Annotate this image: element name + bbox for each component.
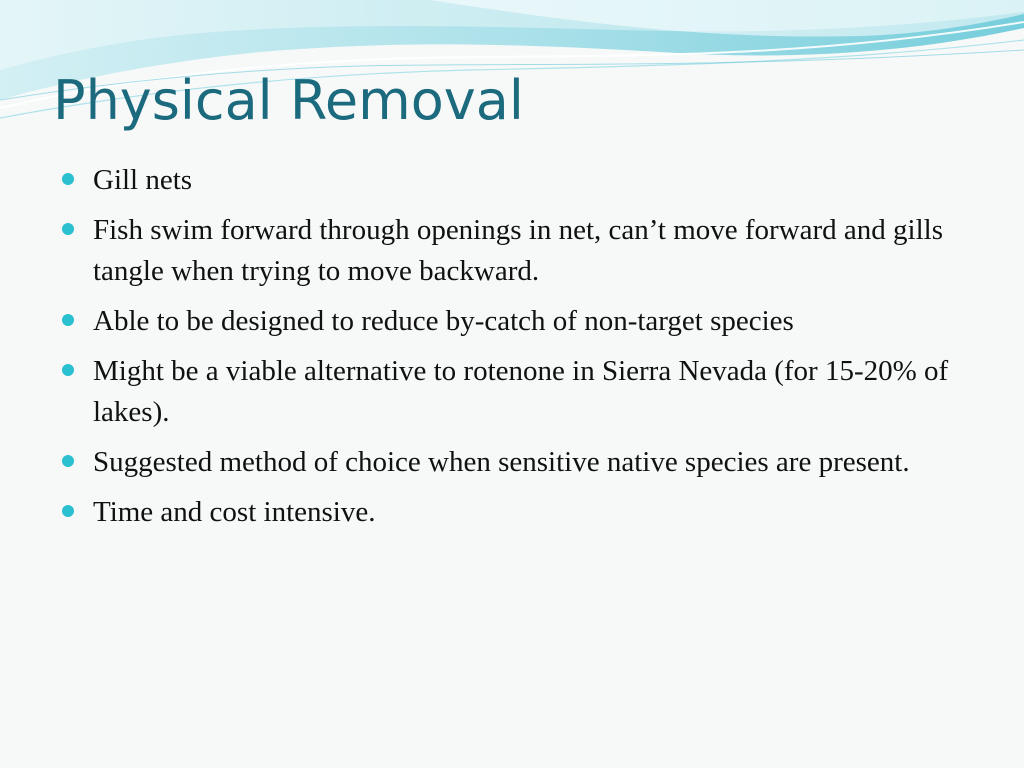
bullet-dot-icon <box>62 173 74 185</box>
bullet-dot-icon <box>62 455 74 467</box>
bullet-text: Gill nets <box>93 164 193 196</box>
bullet-item <box>60 442 960 483</box>
bullet-item <box>60 160 960 201</box>
bullet-text: Suggested method of choice when sensitive native species are present. <box>93 446 910 478</box>
bullet-item <box>60 301 960 342</box>
bullet-text: Able to be designed to reduce by-catch of non-target species <box>93 305 794 337</box>
bullet-dot-icon <box>62 505 74 517</box>
bullet-text: Fish swim forward through openings in net, can’t move forward and gills tangle when trying to move backward. <box>93 214 943 287</box>
bullet-dot-icon <box>62 314 74 326</box>
bullet-dot-icon <box>62 223 74 235</box>
bullet-text: Might be a viable alternative to rotenone in Sierra Nevada (for 15-20% of lakes). <box>93 355 949 428</box>
bullet-text: Time and cost intensive. <box>93 496 376 528</box>
bullet-list <box>60 160 960 542</box>
bullet-dot-icon <box>62 364 74 376</box>
bullet-item <box>60 210 960 292</box>
slide-title: Physical Removal <box>53 69 524 132</box>
bullet-item <box>60 351 960 433</box>
bullet-item <box>60 492 960 533</box>
